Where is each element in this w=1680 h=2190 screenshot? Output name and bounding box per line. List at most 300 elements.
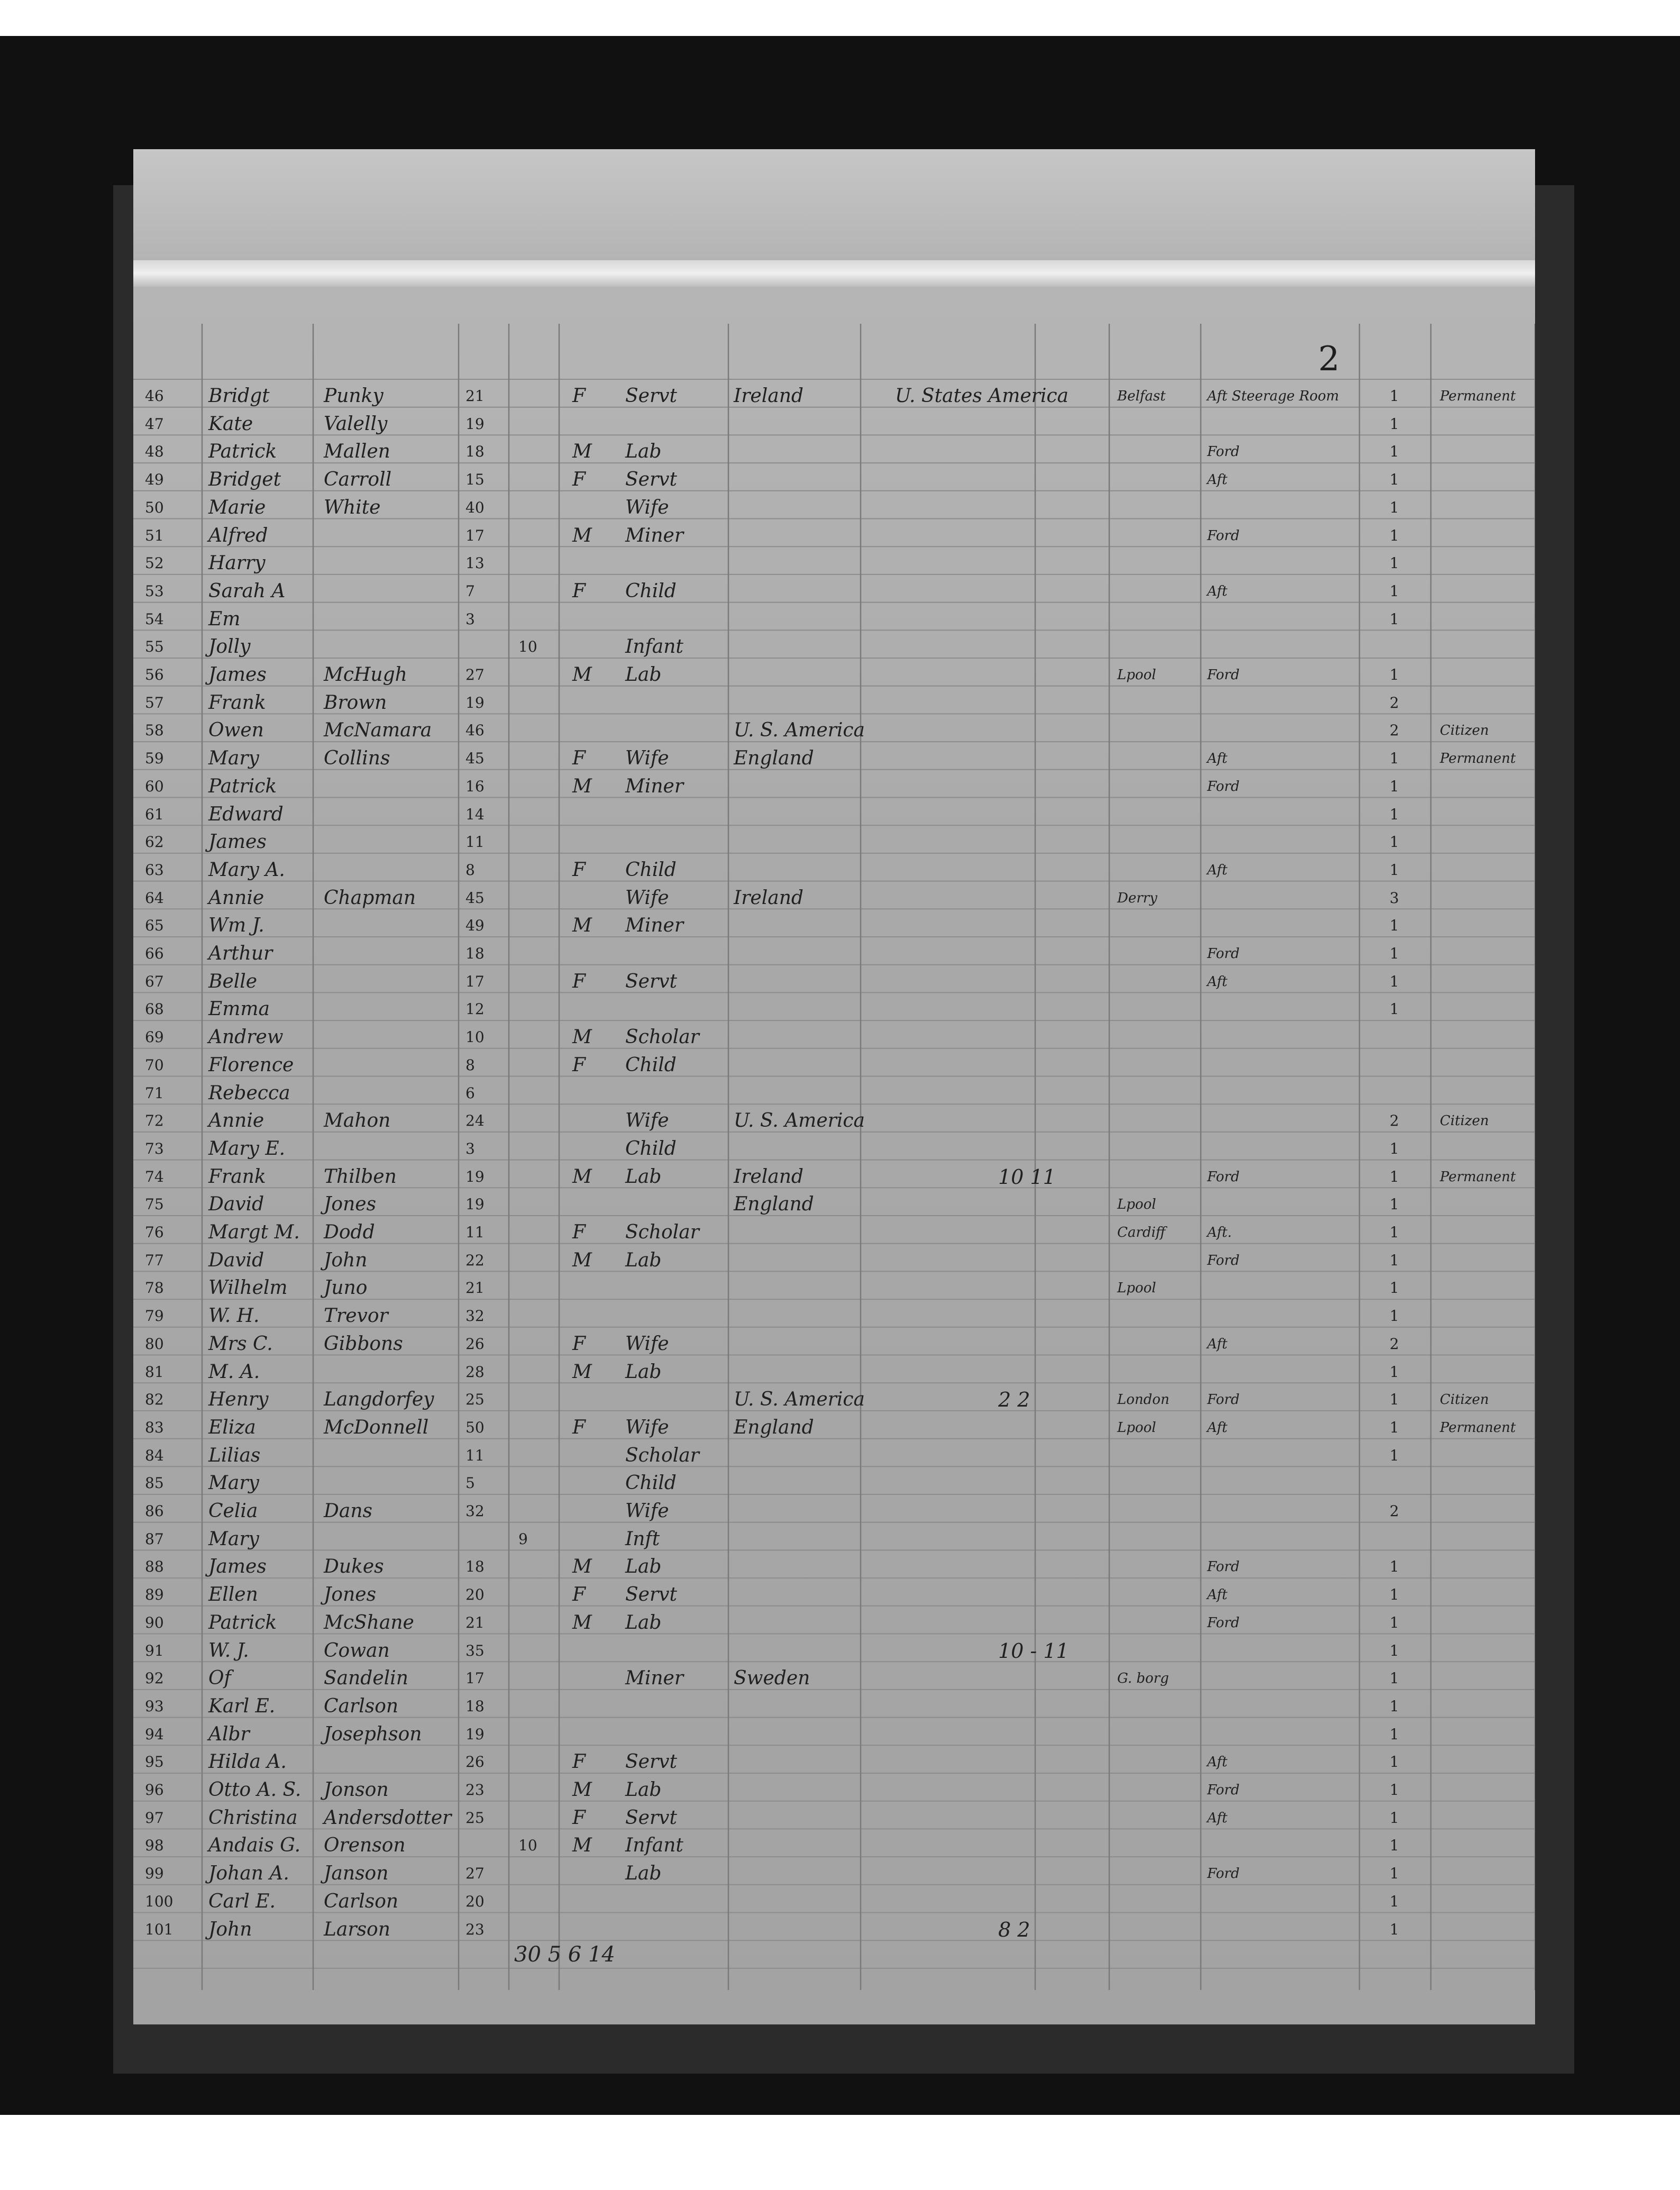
cell-first: Annie — [208, 887, 264, 909]
cell-port: Cardiff — [1117, 1225, 1166, 1240]
cell-no: 68 — [145, 1000, 164, 1018]
cell-no: 75 — [145, 1196, 164, 1213]
cell-first: Of — [208, 1667, 231, 1690]
cell-sex: M — [572, 1026, 592, 1048]
cell-age: 19 — [465, 1167, 485, 1185]
cell-count: 1 — [1390, 1641, 1399, 1659]
cell-age: 7 — [465, 582, 475, 600]
cell-no: 83 — [145, 1418, 164, 1436]
cell-occ: Wife — [625, 1416, 669, 1438]
cell-class: Aft. — [1207, 1225, 1232, 1240]
cell-last: Jones — [324, 1193, 377, 1216]
cell-occ: Wife — [625, 1500, 669, 1522]
cell-age: 35 — [465, 1641, 485, 1659]
cell-no: 49 — [145, 471, 164, 489]
cell-age: 10 — [465, 1028, 485, 1046]
cell-last: Carlson — [324, 1890, 399, 1912]
cell-first: Wm J. — [208, 915, 264, 937]
cell-class: Ford — [1207, 946, 1240, 962]
cell-first: Annie — [208, 1110, 264, 1132]
cell-first: David — [208, 1249, 264, 1271]
cell-count: 1 — [1390, 1363, 1399, 1381]
cell-no: 97 — [145, 1809, 164, 1827]
cell-occ: Lab — [625, 1249, 662, 1271]
cell-port: London — [1117, 1392, 1170, 1408]
cell-first: Arthur — [208, 943, 273, 964]
cell-class: Ford — [1207, 444, 1240, 460]
cell-class: Ford — [1207, 1169, 1240, 1185]
cell-count: 1 — [1390, 1558, 1399, 1576]
cell-port: Belfast — [1117, 388, 1166, 404]
cell-sex: M — [572, 664, 592, 686]
cell-count: 1 — [1390, 1139, 1399, 1157]
cell-born: England — [734, 1193, 814, 1216]
cell-occ: Lab — [625, 1165, 662, 1188]
cell-count: 2 — [1390, 722, 1399, 740]
cell-born: England — [734, 1416, 814, 1438]
cell-occ: Child — [625, 1137, 677, 1160]
cell-sex: F — [572, 859, 586, 881]
cell-age: 13 — [465, 554, 485, 572]
cell-sex: M — [572, 1779, 592, 1801]
cell-class: Aft — [1207, 973, 1228, 990]
cell-no: 46 — [145, 387, 164, 405]
cell-count: 1 — [1390, 1697, 1399, 1715]
cell-first: Mary — [208, 1528, 259, 1550]
cell-no: 64 — [145, 889, 164, 907]
cell-count: 2 — [1390, 1502, 1399, 1520]
cell-age: 27 — [465, 666, 485, 683]
cell-first: James — [208, 664, 267, 686]
cell-occ: Child — [625, 1472, 677, 1494]
cell-age: 11 — [465, 1224, 485, 1241]
cell-class: Ford — [1207, 1252, 1240, 1269]
cell-age: 19 — [465, 1196, 485, 1213]
cell-last: McDonnell — [324, 1416, 429, 1438]
cell-sex: M — [572, 915, 592, 937]
cell-occ: Servt — [625, 1806, 677, 1829]
cell-sex: F — [572, 1584, 586, 1606]
cell-sex: F — [572, 1751, 586, 1773]
page-number: 2 — [1318, 340, 1340, 379]
cell-no: 48 — [145, 443, 164, 461]
cell-occ: Infant — [625, 1835, 683, 1857]
cell-no: 96 — [145, 1781, 164, 1799]
cell-class: Aft — [1207, 751, 1228, 767]
cell-class: Ford — [1207, 1782, 1240, 1798]
cell-age: 45 — [465, 750, 485, 768]
cell-first: Bridget — [208, 469, 281, 491]
cell-first: Kate — [208, 413, 253, 435]
cell-bound: U. States America — [895, 385, 1069, 407]
cell-sex: F — [572, 1333, 586, 1355]
cell-age: 27 — [465, 1865, 485, 1883]
cell-class: Aft — [1207, 1754, 1228, 1771]
cell-last: Mahon — [324, 1110, 391, 1132]
cell-port: Lpool — [1117, 1280, 1156, 1297]
cell-age: 18 — [465, 443, 485, 461]
cell-count: 1 — [1390, 1446, 1399, 1464]
cell-age: 16 — [465, 777, 485, 795]
cell-count: 1 — [1390, 1809, 1399, 1827]
cell-last: Brown — [324, 691, 387, 714]
cell-sex: F — [572, 1806, 586, 1829]
cell-occ: Miner — [625, 775, 684, 797]
cell-first: W. J. — [208, 1639, 249, 1662]
cell-age: 21 — [465, 387, 485, 405]
cell-last: White — [324, 496, 381, 518]
cell-last: Carlson — [324, 1695, 399, 1717]
cell-no: 50 — [145, 498, 164, 516]
cell-age: 18 — [465, 945, 485, 962]
cell-status: Permanent — [1440, 1419, 1516, 1436]
cell-no: 78 — [145, 1279, 164, 1297]
cell-born: Ireland — [734, 887, 804, 909]
cell-occ: Servt — [625, 469, 677, 491]
cell-count: 1 — [1390, 1669, 1399, 1687]
cell-port: Derry — [1117, 890, 1157, 906]
cell-no: 56 — [145, 666, 164, 683]
cell-first: Marie — [208, 496, 266, 518]
cell-sex: F — [572, 747, 586, 770]
cell-last: Trevor — [324, 1305, 388, 1327]
cell-no: 55 — [145, 638, 164, 656]
cell-sex: F — [572, 970, 586, 992]
cell-no: 72 — [145, 1112, 164, 1130]
cell-no: 100 — [145, 1892, 174, 1910]
cell-no: 53 — [145, 582, 164, 600]
cell-occ: Scholar — [625, 1444, 699, 1466]
cell-count: 1 — [1390, 1251, 1399, 1269]
cell-age: 17 — [465, 1669, 485, 1687]
cell-age: 19 — [465, 1725, 485, 1743]
cell-last: Andersdotter — [324, 1806, 452, 1829]
cell-sex: F — [572, 1054, 586, 1076]
cell-no: 59 — [145, 750, 164, 768]
cell-age: 11 — [465, 1446, 485, 1464]
cell-first: W. H. — [208, 1305, 260, 1327]
cell-class: Aft Steerage Room — [1207, 388, 1339, 404]
cell-class: Ford — [1207, 1392, 1240, 1408]
cell-no: 54 — [145, 610, 164, 628]
cell-age: 8 — [465, 861, 475, 879]
cell-class: Aft — [1207, 1587, 1228, 1603]
cell-class: Aft — [1207, 583, 1228, 599]
cell-occ: Lab — [625, 441, 662, 463]
cell-first: Emma — [208, 998, 270, 1020]
cell-first: Johan A. — [208, 1863, 289, 1885]
cell-marks: 10 - 11 — [998, 1639, 1069, 1663]
cell-class: Ford — [1207, 778, 1240, 795]
cell-no: 61 — [145, 805, 164, 823]
cell-last: Jones — [324, 1584, 377, 1606]
cell-status: Permanent — [1440, 388, 1516, 404]
cell-count: 1 — [1390, 917, 1399, 935]
cell-port: Lpool — [1117, 667, 1156, 683]
cell-last: Dodd — [324, 1221, 375, 1243]
cell-occ: Miner — [625, 915, 684, 937]
cell-last: Mallen — [324, 441, 390, 463]
cell-sex: M — [572, 1611, 592, 1634]
cell-class: Ford — [1207, 1559, 1240, 1575]
cell-last: Sandelin — [324, 1667, 408, 1690]
cell-count: 1 — [1390, 498, 1399, 516]
cell-count: 1 — [1390, 1224, 1399, 1241]
cell-count: 1 — [1390, 526, 1399, 544]
cell-status: Permanent — [1440, 1169, 1516, 1185]
cell-no: 74 — [145, 1167, 164, 1185]
cell-first: Owen — [208, 719, 264, 742]
cell-no: 73 — [145, 1139, 164, 1157]
cell-count: 1 — [1390, 1837, 1399, 1855]
cell-age: 26 — [465, 1335, 485, 1353]
cell-first: Patrick — [208, 775, 277, 797]
cell-last: Janson — [324, 1863, 389, 1885]
cell-occ: Wife — [625, 1333, 669, 1355]
cell-no: 91 — [145, 1641, 164, 1659]
cell-occ: Miner — [625, 524, 684, 546]
cell-no: 93 — [145, 1697, 164, 1715]
cell-count: 1 — [1390, 1613, 1399, 1631]
cell-count: 1 — [1390, 471, 1399, 489]
cell-last: Carroll — [324, 469, 392, 491]
cell-no: 58 — [145, 722, 164, 740]
cell-first: Albr — [208, 1723, 250, 1745]
cell-count: 1 — [1390, 805, 1399, 823]
cell-last: McHugh — [324, 664, 407, 686]
cell-first: M. A. — [208, 1361, 260, 1383]
cell-count: 1 — [1390, 443, 1399, 461]
cell-no: 88 — [145, 1558, 164, 1576]
cell-first: Margt M. — [208, 1221, 300, 1243]
cell-status: Citizen — [1440, 723, 1489, 739]
cell-no: 89 — [145, 1586, 164, 1604]
cell-first: Hilda A. — [208, 1751, 287, 1773]
cell-no: 76 — [145, 1224, 164, 1241]
cell-port: Lpool — [1117, 1419, 1156, 1436]
cell-age: 18 — [465, 1558, 485, 1576]
cell-age: 19 — [465, 415, 485, 433]
cell-first: Frank — [208, 691, 266, 714]
cell-age: 45 — [465, 889, 485, 907]
cell-no: 85 — [145, 1474, 164, 1492]
cell-last: Josephson — [324, 1723, 422, 1745]
cell-age: 24 — [465, 1112, 485, 1130]
cell-no: 90 — [145, 1613, 164, 1631]
cell-sex: M — [572, 441, 592, 463]
cell-count: 1 — [1390, 610, 1399, 628]
cell-sex: F — [572, 1221, 586, 1243]
cell-age: 17 — [465, 526, 485, 544]
cell-sex: F — [572, 385, 586, 407]
cell-sex: M — [572, 1165, 592, 1188]
cell-first: Mary E. — [208, 1137, 286, 1160]
cell-last: Juno — [324, 1277, 368, 1299]
cell-class: Ford — [1207, 1866, 1240, 1882]
cell-occ: Lab — [625, 1779, 662, 1801]
cell-sex: M — [572, 1556, 592, 1578]
cell-age: 25 — [465, 1809, 485, 1827]
cell-occ: Lab — [625, 1863, 662, 1885]
ledger-page — [133, 149, 1535, 2024]
cell-age: 3 — [465, 610, 475, 628]
cell-class: Ford — [1207, 667, 1240, 683]
cell-no: 80 — [145, 1335, 164, 1353]
cell-count: 1 — [1390, 1391, 1399, 1409]
cell-first: Harry — [208, 552, 266, 574]
cell-no: 84 — [145, 1446, 164, 1464]
cell-age: 21 — [465, 1279, 485, 1297]
cell-first: Em — [208, 608, 241, 630]
cell-occ: Servt — [625, 1751, 677, 1773]
cell-occ: Lab — [625, 664, 662, 686]
cell-age: 32 — [465, 1307, 485, 1325]
cell-no: 66 — [145, 945, 164, 962]
cell-last: Orenson — [324, 1835, 406, 1857]
cell-age: 32 — [465, 1502, 485, 1520]
cell-age: 6 — [465, 1084, 475, 1102]
cell-no: 47 — [145, 415, 164, 433]
cell-age: 23 — [465, 1920, 485, 1938]
cell-marks: 2 2 — [998, 1388, 1030, 1412]
cell-no: 52 — [145, 554, 164, 572]
cell-occ: Wife — [625, 496, 669, 518]
cell-first: Frank — [208, 1165, 266, 1188]
cell-born: Ireland — [734, 1165, 804, 1188]
cell-count: 1 — [1390, 1196, 1399, 1213]
cell-count: 1 — [1390, 861, 1399, 879]
cell-age: 21 — [465, 1613, 485, 1631]
cell-age: 40 — [465, 498, 485, 516]
cell-born: Ireland — [734, 385, 804, 407]
cell-count: 1 — [1390, 666, 1399, 683]
footer-tally: 30 5 6 14 — [514, 1942, 615, 1967]
cell-count: 1 — [1390, 1920, 1399, 1938]
cell-no: 67 — [145, 972, 164, 990]
cell-no: 95 — [145, 1753, 164, 1771]
cell-age: 11 — [465, 833, 485, 851]
cell-last: Langdorfey — [324, 1389, 434, 1411]
cell-first: John — [208, 1918, 252, 1940]
cell-first: Jolly — [208, 636, 251, 658]
cell-born: U. S. America — [734, 719, 865, 742]
cell-infant-months: 10 — [518, 1837, 537, 1855]
cell-count: 1 — [1390, 1418, 1399, 1436]
cell-no: 101 — [145, 1920, 174, 1938]
cell-born: Sweden — [734, 1667, 810, 1690]
cell-no: 99 — [145, 1865, 164, 1883]
cell-first: Rebecca — [208, 1082, 290, 1104]
cell-born: England — [734, 747, 814, 770]
cell-occ: Child — [625, 1054, 677, 1076]
cell-count: 1 — [1390, 1753, 1399, 1771]
cell-no: 94 — [145, 1725, 164, 1743]
cell-marks: 8 2 — [998, 1918, 1030, 1941]
cell-port: G. borg — [1117, 1671, 1169, 1687]
cell-count: 1 — [1390, 833, 1399, 851]
cell-age: 20 — [465, 1586, 485, 1604]
cell-no: 92 — [145, 1669, 164, 1687]
cell-port: Lpool — [1117, 1197, 1156, 1213]
cell-last: Punky — [324, 385, 384, 407]
cell-sex: M — [572, 1835, 592, 1857]
cell-age: 46 — [465, 722, 485, 740]
cell-first: Karl E. — [208, 1695, 276, 1717]
cell-age: 3 — [465, 1139, 475, 1157]
cell-last: Thilben — [324, 1165, 397, 1188]
cell-age: 8 — [465, 1056, 475, 1074]
cell-no: 51 — [145, 526, 164, 544]
cell-status: Citizen — [1440, 1113, 1489, 1129]
cell-count: 1 — [1390, 750, 1399, 768]
cell-count: 3 — [1390, 889, 1399, 907]
cell-age: 17 — [465, 972, 485, 990]
cell-age: 12 — [465, 1000, 485, 1018]
cell-last: Collins — [324, 747, 390, 770]
cell-age: 15 — [465, 471, 485, 489]
cell-age: 26 — [465, 1753, 485, 1771]
cell-count: 1 — [1390, 387, 1399, 405]
cell-no: 57 — [145, 694, 164, 711]
cell-age: 19 — [465, 694, 485, 711]
cell-last: Cowan — [324, 1639, 390, 1662]
cell-occ: Servt — [625, 385, 677, 407]
cell-no: 87 — [145, 1530, 164, 1548]
cell-count: 1 — [1390, 1781, 1399, 1799]
cell-age: 14 — [465, 805, 485, 823]
cell-status: Permanent — [1440, 751, 1516, 767]
cell-occ: Scholar — [625, 1026, 699, 1048]
cell-occ: Lab — [625, 1611, 662, 1634]
cell-sex: M — [572, 1249, 592, 1271]
cell-occ: Child — [625, 580, 677, 602]
cell-first: Otto A. S. — [208, 1779, 302, 1801]
cell-count: 1 — [1390, 1167, 1399, 1185]
cell-age: 18 — [465, 1697, 485, 1715]
cell-no: 70 — [145, 1056, 164, 1074]
cell-sex: M — [572, 1361, 592, 1383]
cell-first: Eliza — [208, 1416, 256, 1438]
cell-first: Patrick — [208, 1611, 277, 1634]
cell-last: Gibbons — [324, 1333, 403, 1355]
cell-age: 23 — [465, 1781, 485, 1799]
cell-first: Wilhelm — [208, 1277, 288, 1299]
cell-occ: Lab — [625, 1556, 662, 1578]
cell-first: Mary A. — [208, 859, 285, 881]
cell-first: Mrs C. — [208, 1333, 273, 1355]
cell-count: 1 — [1390, 1279, 1399, 1297]
cell-last: McNamara — [324, 719, 432, 742]
cell-last: Dukes — [324, 1556, 384, 1578]
cell-last: Jonson — [324, 1779, 389, 1801]
cell-first: Mary — [208, 747, 259, 770]
cell-occ: Scholar — [625, 1221, 699, 1243]
cell-first: Lilias — [208, 1444, 261, 1466]
cell-class: Ford — [1207, 1614, 1240, 1631]
cell-count: 1 — [1390, 972, 1399, 990]
cell-count: 1 — [1390, 582, 1399, 600]
cell-status: Citizen — [1440, 1392, 1489, 1408]
cell-count: 1 — [1390, 1892, 1399, 1910]
cell-age: 20 — [465, 1892, 485, 1910]
cell-no: 65 — [145, 917, 164, 935]
cell-first: Ellen — [208, 1584, 258, 1606]
cell-born: U. S. America — [734, 1389, 865, 1411]
cell-occ: Inft — [625, 1528, 660, 1550]
cell-age: 49 — [465, 917, 485, 935]
cell-last: Chapman — [324, 887, 416, 909]
cell-age: 50 — [465, 1418, 485, 1436]
